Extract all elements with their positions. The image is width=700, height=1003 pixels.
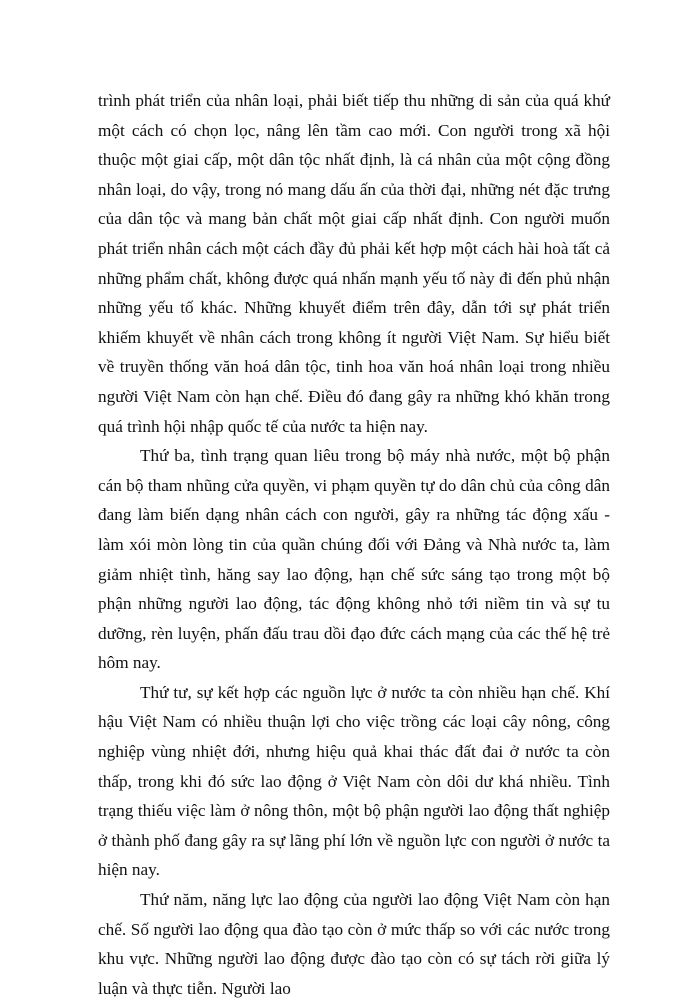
paragraph-3: Thứ tư, sự kết hợp các nguồn lực ở nước ta còn nhiều hạn chế. Khí hậu Việt Nam có nhiều thuận lợi cho việc trồng các loại cây nông, công nghiệp vùng nhiệt đới, nhưng hiệu quả khai thác đất đai ở nước ta còn thấp, trong khi đó sức lao động ở Việt Nam còn dôi dư khá nhiều. Tình trạng thiếu việc làm ở nông thôn, một bộ phận người lao động thất nghiệp ở thành phố đang gây ra sự lãng phí lớn về nguồn lực con người ở nước ta hiện nay. — [98, 682, 610, 880]
document-body — [98, 86, 610, 1003]
paragraph-4: Thứ năm, năng lực lao động của người lao động Việt Nam còn hạn chế. Số người lao động qua đào tạo còn ở mức thấp so với các nước trong khu vực. Những người lao động được đào tạo còn có sự tách rời giữa lý luận và thực tiễn. Người lao — [98, 890, 610, 998]
paragraph-2: Thứ ba, tình trạng quan liêu trong bộ máy nhà nước, một bộ phận cán bộ tham nhũng cửa quyền, vi phạm quyền tự do dân chủ của công dân đang làm biến dạng nhân cách con người, gây ra những tác động xấu - làm xói mòn lòng tin của quần chúng đối với Đảng và Nhà nước ta, làm giảm nhiệt tình, hăng say lao động, hạn chế sức sáng tạo trong một bộ phận những người lao động, tác động không nhỏ tới niềm tin và sự tu dưỡng, rèn luyện, phấn đấu trau dồi đạo đức cách mạng của các thế hệ trẻ hôm nay. — [98, 446, 610, 673]
paragraph-1: trình phát triển của nhân loại, phải biết tiếp thu những di sản của quá khứ một cách có chọn lọc, nâng lên tầm cao mới. Con người trong xã hội thuộc một giai cấp, một dân tộc nhất định, là cá nhân của một cộng đồng nhân loại, do vậy, trong nó mang dấu ấn của thời đại, những nét đặc trưng của dân tộc và mang bản chất một giai cấp nhất định. Con người muốn phát triển nhân cách một cách đầy đủ phải kết hợp một cách hài hoà tất cả những phẩm chất, không được quá nhấn mạnh yếu tố này đi đến phủ nhận những yếu tố khác. Những khuyết điểm trên đây, dẫn tới sự phát triển khiếm khuyết về nhân cách trong không ít người Việt Nam. Sự hiểu biết về truyền thống văn hoá dân tộc, tinh hoa văn hoá nhân loại trong nhiều người Việt Nam còn hạn chế. Điều đó đang gây ra những khó khăn trong quá trình hội nhập quốc tế của nước ta hiện nay. — [98, 91, 610, 436]
